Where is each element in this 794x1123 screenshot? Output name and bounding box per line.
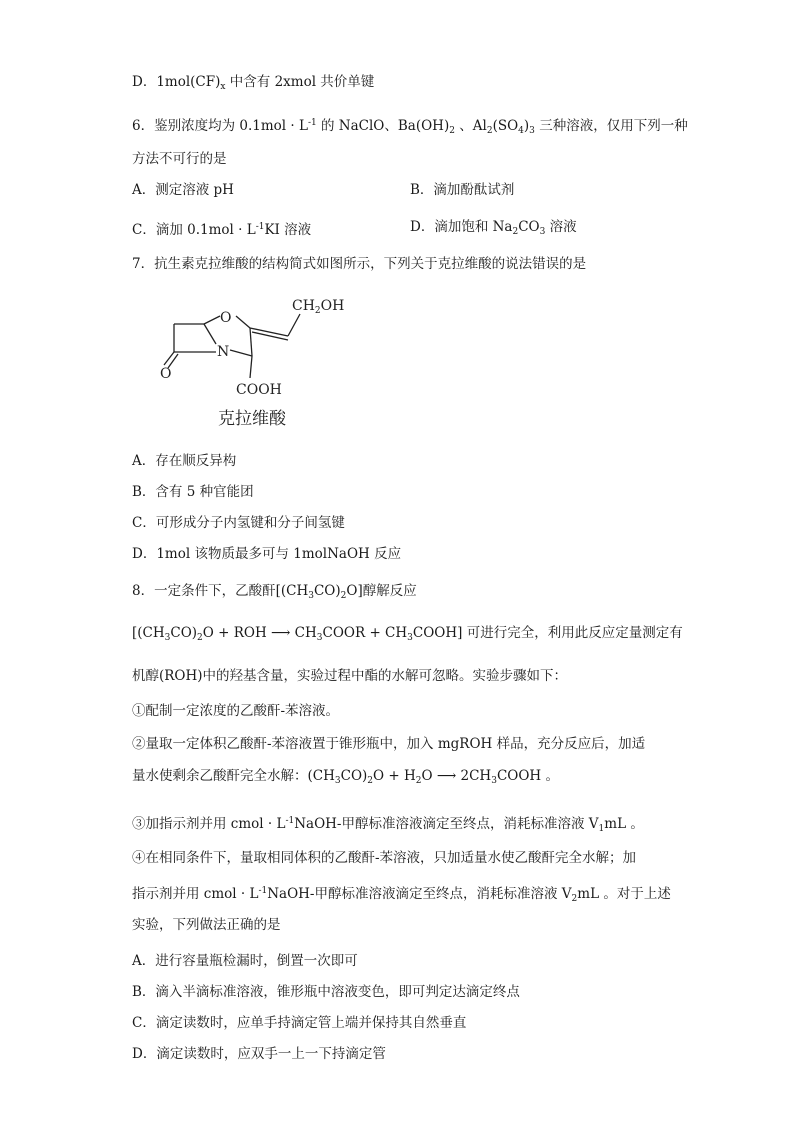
nitrogen-label: N: [217, 344, 230, 360]
ch2oh-label: $CH_2OH$: [292, 298, 345, 316]
bond: [204, 324, 216, 344]
q8-step4-line2: 指示剂并用 cmol · $L^{-1}NaOH-$甲醇标准溶液滴定至终点，消耗标准溶液 $V_2mL$ 。对于上述: [132, 886, 671, 904]
q6-option-a[interactable]: A．测定溶液 pH: [132, 182, 234, 198]
q8-option-b[interactable]: B．滴入半滴标准溶液，锥形瓶中溶液变色，即可判定达滴定终点: [132, 984, 520, 1000]
q6-stem-line2: 方法不可行的是: [132, 151, 227, 167]
q8-step3: ③加指示剂并用 cmol · $L^{-1}NaOH-$甲醇标准溶液滴定至终点，消耗标准溶液 $V_1mL$ 。: [132, 816, 644, 834]
ring-oxygen-label: O: [220, 310, 232, 326]
bond: [250, 356, 252, 378]
q8-stem-line3: 机醇(ROH)中的羟基含量，实验过程中酯的水解可忽略。实验步骤如下：: [132, 668, 568, 684]
q7-option-a[interactable]: A．存在顺反异构: [132, 453, 237, 469]
q8-option-d[interactable]: D．滴定读数时，应双手一上一下持滴定管: [132, 1046, 386, 1062]
q8-step2-line1: ②量取一定体积乙酸酐-苯溶液置于锥形瓶中，加入 mgROH 样品，充分反应后，加适: [132, 736, 646, 752]
bond: [250, 328, 252, 356]
bond: [288, 314, 300, 336]
q6-options-row1: [132, 180, 515, 200]
carbonyl-oxygen-label: O: [160, 366, 172, 382]
bond: [204, 316, 220, 324]
bond: [236, 316, 250, 328]
clavulanic-acid-structure: [160, 292, 360, 434]
q8-step2-line2: 量水使剩余乙酸酐完全水解：$(CH_3CO)_2O + H_2O$ ⟶ $2CH_3COOH$ 。: [132, 768, 559, 786]
structure-caption: 克拉维酸: [218, 409, 286, 429]
q8-stem-line2: [$(CH_3CO)_2O$ + ROH ⟶ $CH_3COOR$ + $CH_3COOH$] 可进行完全，利用此反应定量测定有: [132, 625, 683, 643]
q6-option-c[interactable]: C．滴加 $0.1mol \cdot L^{-1}KI$ 溶液: [132, 222, 312, 238]
bond: [230, 350, 252, 356]
cooh-label: COOH: [236, 382, 282, 398]
q8-option-c[interactable]: C．滴定读数时，应单手持滴定管上端并保持其自然垂直: [132, 1015, 467, 1031]
q7-stem: 7．抗生素克拉维酸的结构简式如图所示，下列关于克拉维酸的说法错误的是: [132, 256, 587, 272]
q8-step4-line3: 实验，下列做法正确的是: [132, 917, 281, 933]
q6-options-row2: [132, 217, 577, 240]
q8-step4-line1: ④在相同条件下，量取相同体积的乙酸酐-苯溶液，只加适量水使乙酸酐完全水解；加: [132, 850, 637, 866]
q5-option-d[interactable]: D．$1mol(CF)_x$ 中含有 2xmol 共价单键: [132, 74, 375, 92]
q7-option-c[interactable]: C．可形成分子内氢键和分子间氢键: [132, 515, 345, 531]
bond: [250, 328, 288, 336]
bond: [252, 332, 288, 340]
bond: [164, 352, 174, 365]
q8-option-a[interactable]: A．进行容量瓶检漏时，倒置一次即可: [132, 953, 358, 969]
q7-option-d[interactable]: D．1mol 该物质最多可与 1molNaOH 反应: [132, 546, 402, 562]
q7-option-b[interactable]: B．含有 5 种官能团: [132, 484, 254, 500]
q6-option-b[interactable]: B．滴加酚酞试剂: [410, 182, 515, 198]
q6-stem-line1: 6．鉴别浓度均为 $0.1mol \cdot L^{-1}$ 的 NaClO、$Ba(OH)_2$ 、$Al_2(SO_4)_3$ 三种溶液，仅用下列一种: [132, 118, 688, 136]
q8-step1: ①配制一定浓度的乙酸酐-苯溶液。: [132, 703, 340, 719]
q8-stem-line1: 8．一定条件下，乙酸酐$[(CH_3CO)_2O]$醇解反应: [132, 583, 417, 601]
q6-option-d[interactable]: D．滴加饱和 $Na_2CO_3$ 溶液: [410, 219, 577, 237]
